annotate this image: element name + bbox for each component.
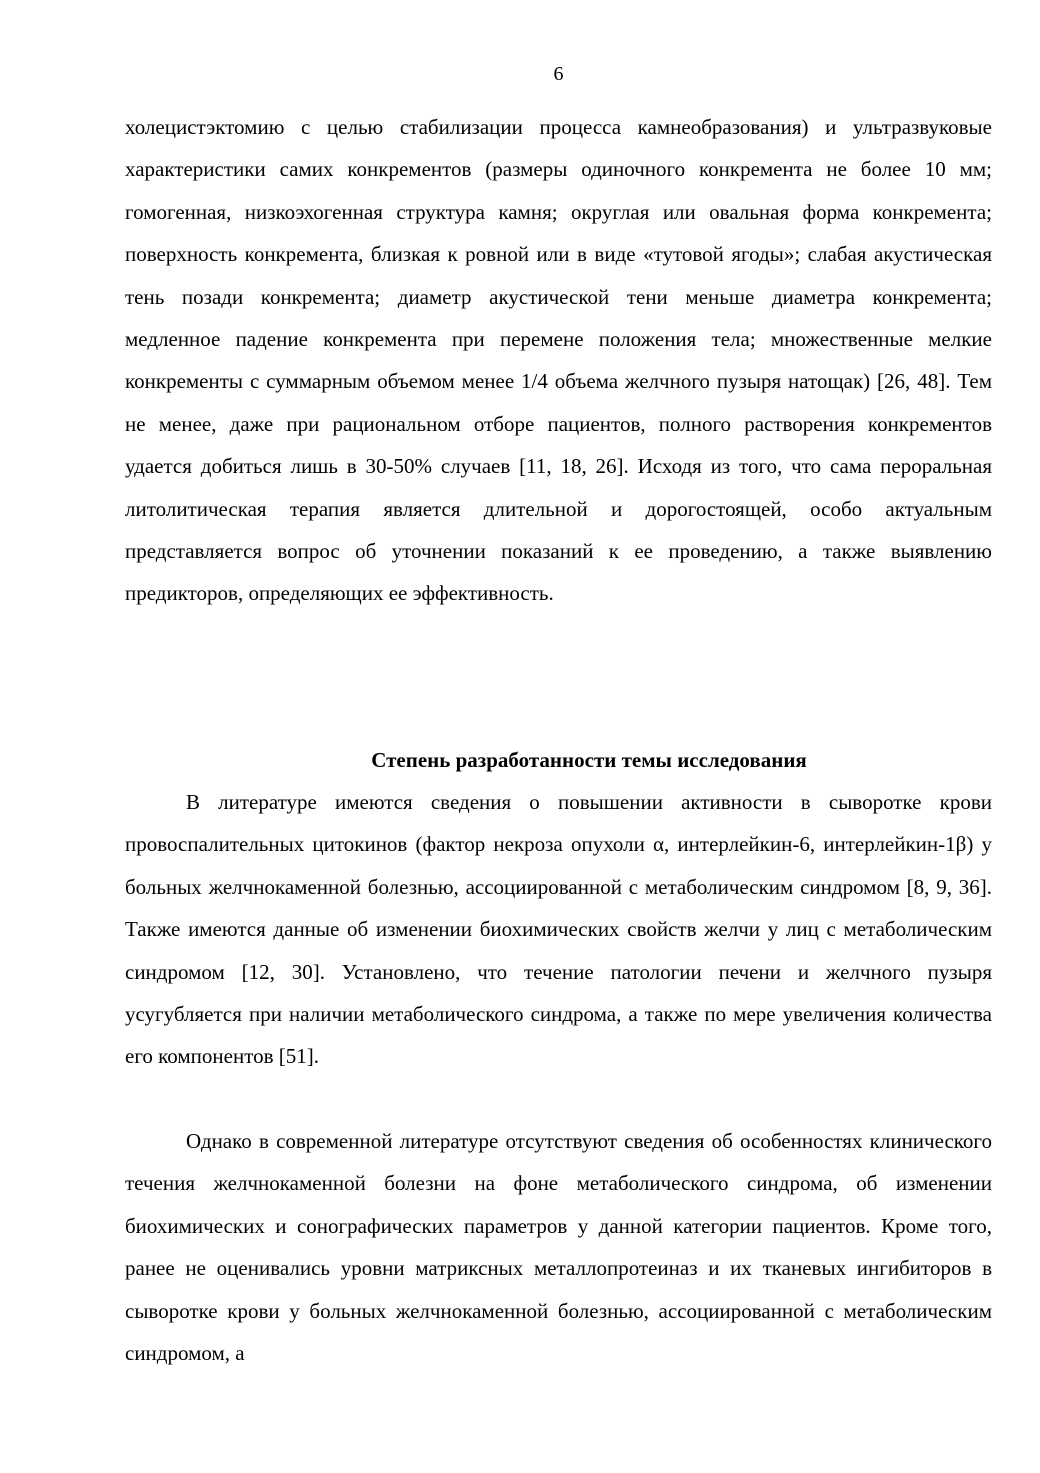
paragraph-text: холецистэктомию с целью стабилизации процесса камнеобразования) и ультразвуковые характеристики самих конкрементов (размеры одиночного конкремента не более 10 мм; гомогенная, низкоэхогенная структура камня; округлая или овальная форма конкремента; поверхность конкремента, близкая к ровной или в виде «тутовой ягоды»; слабая акустическая тень позади конкремента; диаметр акустической тени меньше диаметра конкремента; медленное падение конкремента при перемене положения тела; множественные мелкие конкременты с суммарным объемом менее 1/4 объема желчного пузыря натощак) [26, 48]. Тем не менее, даже при рациональном отборе пациентов, полного растворения конкрементов удается добиться лишь в 30-50% случаев [11, 18, 26]. Исходя из того, что сама пероральная литолитическая терапия является длительной и дорогостоящей, особо актуальным представляется вопрос об уточнении показаний к ее проведению, а также выявлению предикторов, определяющих ее эффективность. [125,115,992,606]
page-number: 6 [553,63,564,85]
paragraph-intro-continuation [125,106,992,615]
paragraph-text: Однако в современной литературе отсутствуют сведения об особенностях клинического течения желчнокаменной болезни на фоне метаболического синдрома, об изменении биохимических и сонографических параметров у данной категории пациентов. Кроме того, ранее не оценивались уровни матриксных металлопротеиназ и их тканевых ингибиторов в сыворотке крови у больных желчнокаменной болезнью, ассоциированной с метаболическим синдромом, а [125,1129,992,1366]
paragraph-text: В литературе имеются сведения о повышении активности в сыворотке крови провоспалительных цитокинов (фактор некроза опухоли α, интерлейкин-6, интерлейкин-1β) у больных желчнокаменной болезнью, ассоциированной с метаболическим синдромом [8, 9, 36]. Также имеются данные об изменении биохимических свойств желчи у лиц с метаболическим синдромом [12, 30]. Установлено, что течение патологии печени и желчного пузыря усугубляется при наличии метаболического синдрома, а также по мере увеличения количества его компонентов [51]. [125,790,992,1069]
section-heading: Степень разработанности темы исследования [371,748,807,772]
paragraph-literature [125,781,992,1078]
paragraph-gap [125,1120,992,1374]
